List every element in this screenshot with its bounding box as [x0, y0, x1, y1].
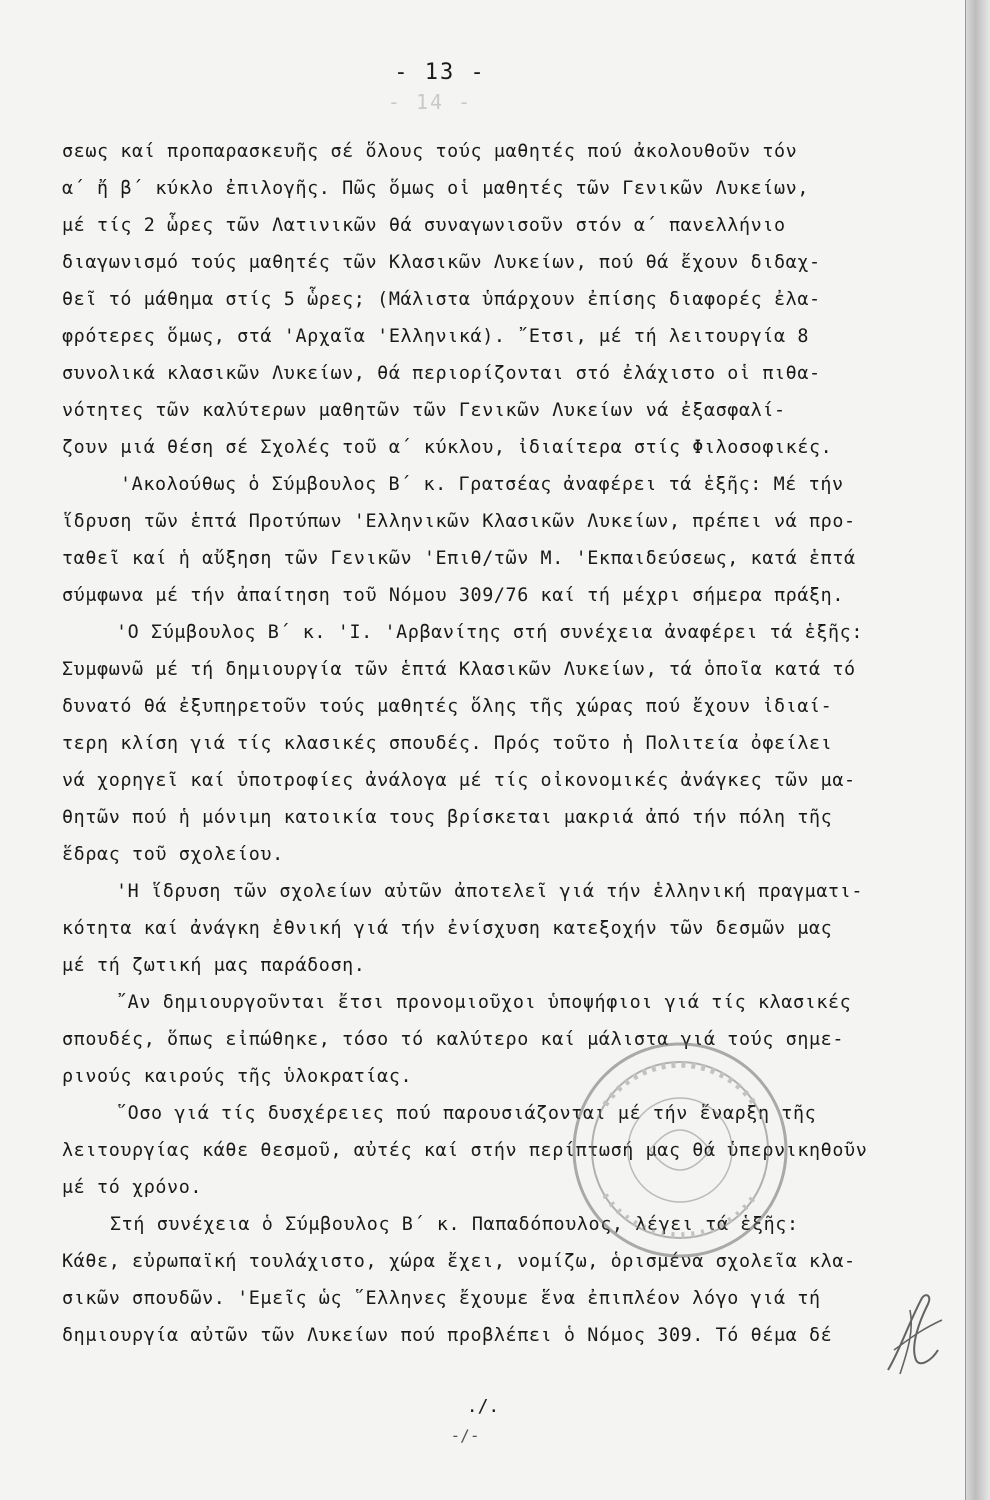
- paragraph-start-line: 'Ο Σύμβουλος Β΄ κ. 'Ι. 'Αρβανίτης στή συνέχεια ἀναφέρει τά ἑξῆς:: [116, 622, 864, 643]
- text-line: μέ τό χρόνο.: [62, 1177, 203, 1198]
- text-line: δημιουργία αὐτῶν τῶν Λυκείων πού προβλέπει ὁ Νόμος 309. Τό θέμα δέ: [62, 1325, 833, 1346]
- text-line: σικῶν σπουδῶν. 'Εμεῖς ὡς ῞Ελληνες ἔχουμε ἕνα ἐπιπλέον λόγο γιά τή: [62, 1288, 821, 1309]
- text-line: ἵδρυση τῶν ἑπτά Προτύπων 'Ελληνικῶν Κλασικῶν Λυκείων, πρέπει νά προ-: [62, 511, 856, 532]
- text-line: νά χορηγεῖ καί ὑποτροφίες ἀνάλογα μέ τίς οἰκονομικές ἀνάγκες τῶν μα-: [62, 770, 856, 791]
- scan-page-edge: [965, 0, 990, 1500]
- text-line: λειτουργίας κάθε θεσμοῦ, αὐτές καί στήν περίπτωσή μας θά ὑπερνικηθοῦν: [62, 1140, 868, 1161]
- paragraph-start-line: 'Η ἵδρυση τῶν σχολείων αὐτῶν ἀποτελεῖ γιά τήν ἑλληνική πραγματι-: [116, 881, 864, 902]
- text-line: Κάθε, εὐρωπαϊκή τουλάχιστο, χώρα ἔχει, νομίζω, ὁρισμένα σχολεῖα κλα-: [62, 1251, 856, 1272]
- text-line: κότητα καί ἀνάγκη ἐθνική γιά τήν ἐνίσχυση κατεξοχήν τῶν δεσμῶν μας: [62, 918, 833, 939]
- text-line: σεως καί προπαρασκευῆς σέ ὅλους τούς μαθητές πού ἀκολουθοῦν τόν: [62, 141, 798, 162]
- continuation-mark: ./.: [466, 1396, 500, 1417]
- text-line: θητῶν πού ἡ μόνιμη κατοικία τους βρίσκεται μακριά ἀπό τήν πόλη τῆς: [62, 807, 833, 828]
- text-line: νότητες τῶν καλύτερων μαθητῶν τῶν Γενικῶν Λυκείων νά ἐξασφαλί-: [62, 400, 786, 421]
- paragraph-start-line: 'Ακολούθως ὁ Σύμβουλος Β΄ κ. Γρατσέας ἀναφέρει τά ἑξῆς: Μέ τήν: [120, 474, 844, 495]
- text-line: ρινούς καιρούς τῆς ὑλοκρατίας.: [62, 1066, 413, 1087]
- text-line: συνολικά κλασικῶν Λυκείων, θά περιορίζονται στό ἐλάχιστο οἱ πιθα-: [62, 363, 821, 384]
- text-line: διαγωνισμό τούς μαθητές τῶν Κλασικῶν Λυκείων, πού θά ἔχουν διδαχ-: [62, 252, 821, 273]
- text-line: θεῖ τό μάθημα στίς 5 ὧρες; (Μάλιστα ὑπάρχουν ἐπίσης διαφορές ἐλα-: [62, 289, 821, 310]
- paragraph-start-line: ῎Αν δημιουργοῦνται ἔτσι προνομιοῦχοι ὑποψήφιοι γιά τίς κλασικές: [116, 992, 852, 1013]
- text-line: ζουν μιά θέση σέ Σχολές τοῦ α΄ κύκλου, ἰδιαίτερα στίς Φιλοσοφικές.: [62, 437, 833, 458]
- text-line: σπουδές, ὅπως εἰπώθηκε, τόσο τό καλύτερο καί μάλιστα γιά τούς σημε-: [62, 1029, 845, 1050]
- text-line: τερη κλίση γιά τίς κλασικές σπουδές. Πρός τοῦτο ἡ Πολιτεία ὀφείλει: [62, 733, 833, 754]
- paragraph-start-line: ῞Οσο γιά τίς δυσχέρειες πού παρουσιάζονται μέ τήν ἔναρξη τῆς: [116, 1103, 817, 1124]
- text-line: ἕδρας τοῦ σχολείου.: [62, 844, 284, 865]
- handwritten-signature-icon: [880, 1290, 950, 1380]
- text-line: ταθεῖ καί ἡ αὔξηση τῶν Γενικῶν 'Επιθ/τῶν Μ. 'Εκπαιδεύσεως, κατά ἑπτά: [62, 548, 856, 569]
- text-line: μέ τίς 2 ὧρες τῶν Λατινικῶν θά συναγωνισοῦν στόν α΄ πανελλήνιο: [62, 215, 786, 236]
- body-text: [62, 133, 934, 1354]
- text-line: δυνατό θά ἐξυπηρετοῦν τούς μαθητές ὅλης τῆς χώρας πού ἔχουν ἰδιαί-: [62, 696, 833, 717]
- text-line: α΄ ἤ β΄ κύκλο ἐπιλογῆς. Πῶς ὅμως οἱ μαθητές τῶν Γενικῶν Λυκείων,: [62, 178, 810, 199]
- official-stamp-icon: [565, 1035, 795, 1265]
- text-line: φρότερες ὅμως, στά 'Αρχαῖα 'Ελληνικά). ῎Ετσι, μέ τή λειτουργία 8: [62, 326, 810, 347]
- text-line: μέ τή ζωτική μας παράδοση.: [62, 955, 366, 976]
- text-line: σύμφωνα μέ τήν ἀπαίτηση τοῦ Νόμου 309/76 καί τή μέχρι σήμερα πράξη.: [62, 585, 845, 606]
- page-number: - 13 -: [394, 60, 486, 85]
- text-line: Συμφωνῶ μέ τή δημιουργία τῶν ἑπτά Κλασικῶν Λυκείων, τά ὁποῖα κατά τό: [62, 659, 856, 680]
- paragraph-start-line: Στή συνέχεια ὁ Σύμβουλος Β΄ κ. Παπαδόπουλος, λέγει τά ἑξῆς:: [110, 1214, 799, 1235]
- continuation-mark-faint: -/-: [450, 1426, 480, 1445]
- bleed-through-page-number: - 14 -: [387, 90, 473, 114]
